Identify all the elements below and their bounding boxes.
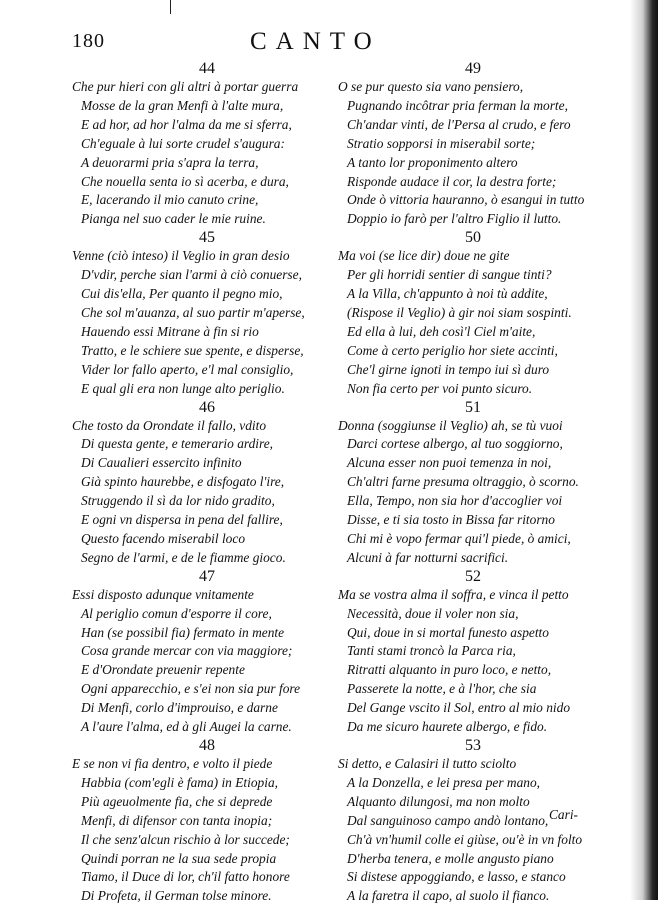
stanza-number: 48: [199, 737, 215, 754]
stanza-number: 45: [199, 229, 215, 247]
verse-line: O se pur questo sia vano pensiero,: [338, 79, 524, 94]
page-number: 180: [72, 30, 105, 52]
running-head: CANTO: [250, 28, 381, 55]
verse-line: A la Villa, ch'appunto à noi tù addite,: [347, 286, 548, 302]
verse-line: Menfi, di difensor con tanta inopia;: [81, 812, 273, 828]
stanza: [72, 737, 342, 906]
stanza-number: 47: [199, 567, 215, 585]
verse-line: A la faretra il capo, al suolo il fianco.: [347, 888, 550, 904]
verse-line: A la Donzella, e lei presa per mano,: [347, 774, 541, 790]
verse-line: A l'aure l'alma, ed à gli Augei la carne.: [81, 719, 292, 735]
verse-line: Disse, e ti sia tosto in Bissa far ritorno: [347, 512, 555, 528]
stanza: [338, 568, 608, 737]
verse-line: A deuorarmi pria s'apra la terra,: [81, 154, 259, 170]
verse-line: Essi disposto adunque vnitamente: [72, 586, 254, 602]
verse-line: Vider lor fallo aperto, e'l mal consiglio,: [81, 361, 294, 377]
verse-line: Ch'eguale à lui sorte crudel s'augura:: [81, 135, 285, 151]
page-gutter-shadow: [630, 0, 658, 900]
verse-line: Ed ella à lui, deh così'l Ciel m'aite,: [347, 323, 536, 339]
verse-line: Tanti stami troncò la Parca ria,: [347, 643, 516, 659]
verse-line: Cosa grande mercar con via maggiore;: [81, 643, 293, 659]
verse-line: Onde ò vittoria hauranno, ò esangui in tutto: [347, 192, 585, 208]
verse-line: Donna (soggiunse il Veglio) ah, se tù vuoi: [338, 417, 563, 433]
verse-line: Darci cortese albergo, al tuo soggiorno,: [347, 436, 563, 452]
verse-line: Al periglio comun d'esporre il core,: [81, 605, 272, 621]
verse-line: Quindi porran ne la sua sede propia: [81, 850, 277, 866]
stanza: [72, 229, 342, 398]
left-column: [72, 60, 342, 906]
stanza-number: 49: [465, 60, 481, 77]
verse-line: Del Gange vscito il Sol, entro al mio nido: [347, 700, 571, 716]
verse-line: E ogni vn dispersa in pena del fallire,: [81, 512, 283, 528]
verse-line: Alcuni à far notturni sacrifici.: [347, 549, 509, 565]
verse-line: Per gli horridi sentier di sangue tinti?: [347, 267, 552, 283]
verse-line: E qual gli era non lunge alto periglio.: [81, 380, 285, 396]
verse-line: D'herba tenera, e molle angusto piano: [347, 850, 554, 866]
verse-line: E se non vi fia dentro, e volto il piede: [72, 756, 273, 771]
catchword: Cari-: [549, 807, 579, 822]
verse-line: A tanto lor proponimento altero: [347, 154, 518, 170]
verse-line: Da me sicuro haurete albergo, e fido.: [347, 719, 548, 735]
stanza-number: 52: [465, 567, 481, 585]
verse-line: Di Caualieri essercito infinito: [81, 455, 242, 471]
verse-line: Si detto, e Calasiri il tutto sciolto: [338, 756, 517, 771]
verse-line: Che nouella senta io sì acerba, e dura,: [81, 173, 289, 189]
stanza: [338, 60, 608, 229]
top-edge-mark: [170, 0, 171, 14]
verse-line: Ma se vostra alma il soffra, e vinca il petto: [338, 586, 569, 602]
verse-line: Struggendo il sì da lor nido gradito,: [81, 493, 275, 509]
verse-line: Venne (ciò inteso) il Veglio in gran desio: [72, 248, 290, 264]
verse-line: Più ageuolmente fia, che si deprede: [81, 793, 273, 809]
stanza-number: 46: [199, 398, 215, 416]
stanza-number: 50: [465, 229, 481, 247]
verse-line: Alquanto dilungosi, ma non molto: [347, 793, 530, 809]
stanza: [72, 60, 342, 229]
verse-line: Alcuna esser non puoi temenza in noi,: [347, 455, 552, 471]
verse-line: Questo facendo miserabil loco: [81, 530, 246, 546]
verse-line: Ch'andar vinti, de l'Persa al crudo, e fero: [347, 116, 571, 132]
verse-line: Ch'altri farne presuma oltraggio, ò scorno.: [347, 474, 579, 490]
verse-line: Si distese appoggiando, e lasso, e stanco: [347, 869, 566, 885]
stanza: [72, 399, 342, 568]
verse-line: Che'l girne ignoti in tempo iui sì duro: [347, 361, 550, 377]
verse-line: Hauendo essi Mitrane à fin si rio: [81, 323, 259, 339]
verse-line: Chi mi è vopo fermar qui'l piede, ò amici,: [347, 530, 571, 546]
stanza-number: 51: [465, 398, 481, 416]
verse-line: Doppio io farò per l'altro Figlio il lutto.: [347, 211, 562, 227]
verse-line: Che tosto da Orondate il fallo, vdito: [72, 417, 267, 433]
verse-line: Come à certo periglio hor siete accinti,: [347, 342, 558, 358]
verse-line: Non fia certo per voi punto sicuro.: [347, 380, 533, 396]
verse-line: Ella, Tempo, non sia hor d'accoglier voi: [347, 493, 563, 509]
stanza: [338, 399, 608, 568]
verse-line: Dal sanguinoso campo andò lontano,: [347, 812, 549, 828]
verse-line: Già spinto haurebbe, e disfogato l'ire,: [81, 474, 285, 490]
verse-line: Cui dis'ella, Per quanto il pegno mio,: [81, 286, 283, 302]
verse-line: Risponde audace il cor, la destra forte;: [347, 173, 557, 189]
verse-line: Tiamo, il Duce di lor, ch'il fatto honore: [81, 869, 290, 885]
verse-line: Di Menfi, corlo d'improuiso, e darne: [81, 700, 278, 716]
verse-line: Che pur hieri con gli altri à portar guerra: [72, 79, 299, 94]
verse-line: Ch'à vn'humil colle ei giùse, ou'è in vn folto: [347, 831, 583, 847]
stanza-number: 53: [465, 737, 481, 754]
verse-line: Segno de l'armi, e de le fiamme gioco.: [81, 549, 286, 565]
stanza: [72, 568, 342, 737]
verse-line: Pugnando incôtrar pria ferman la morte,: [347, 97, 568, 113]
verse-line: Stratio sopporsi in miserabil sorte;: [347, 135, 536, 151]
verse-line: (Rispose il Veglio) à gir noi siam sospinti.: [347, 304, 572, 320]
verse-line: Che sol m'auanza, al suo partir m'aperse,: [81, 304, 305, 320]
verse-line: E ad hor, ad hor l'alma da me si sferra,: [81, 116, 292, 132]
right-column: [338, 60, 608, 906]
verse-line: Mosse de la gran Menfi à l'alte mura,: [81, 97, 284, 113]
verse-line: Ma voi (se lice dir) doue ne gite: [338, 248, 510, 264]
verse-line: Pianga nel suo cader le mie ruine.: [81, 211, 266, 227]
verse-line: Qui, doue in si mortal funesto aspetto: [347, 624, 549, 640]
verse-line: D'vdir, perche sian l'armi à ciò conuerse,: [81, 267, 302, 283]
verse-line: Habbia (com'egli è fama) in Etiopia,: [81, 774, 278, 790]
verse-line: Han (se possibil fia) fermato in mente: [81, 624, 285, 640]
verse-line: Di Profeta, il German tolse minore.: [81, 888, 272, 904]
verse-line: Necessità, doue il voler non sia,: [347, 605, 519, 621]
stanza: [338, 229, 608, 398]
stanza-number: 44: [199, 60, 215, 77]
verse-line: Ogni apparecchio, e s'ei non sia pur fore: [81, 681, 301, 697]
verse-line: E, lacerando il mio canuto crine,: [81, 192, 259, 208]
verse-line: Di questa gente, e temerario ardire,: [81, 436, 274, 452]
verse-line: Il che senz'alcun rischio à lor succede;: [81, 831, 290, 847]
verse-line: Ritratti alquanto in puro loco, e netto,: [347, 662, 552, 678]
verse-line: Tratto, e le schiere sue spente, e disperse,: [81, 342, 304, 358]
verse-line: E d'Orondate preuenir repente: [81, 662, 245, 678]
verse-line: Passerete la notte, e à l'hor, che sia: [347, 681, 537, 697]
